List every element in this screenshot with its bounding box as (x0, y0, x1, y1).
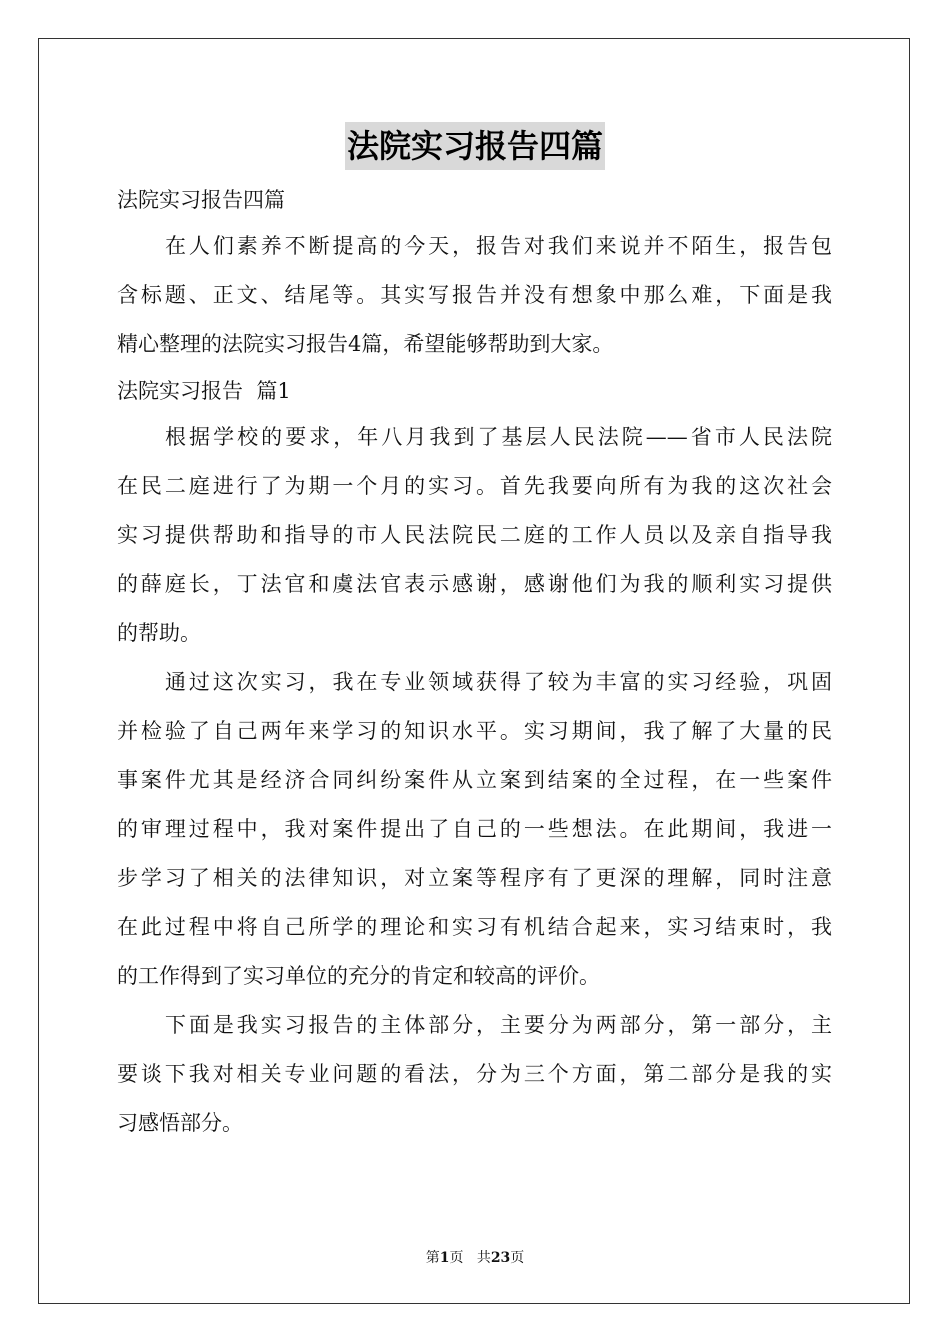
paragraph-line: 在人们素养不断提高的今天，报告对我们来说并不陌生，报告包 (165, 234, 832, 258)
paragraph-line: 含标题、正文、结尾等。其实写报告并没有想象中那么难，下面是我 (117, 283, 832, 307)
paragraph-line: 的薛庭长，丁法官和虞法官表示感谢，感谢他们为我的顺利实习提供 (117, 572, 832, 596)
paragraph-line: 事案件尤其是经济合同纠纷案件从立案到结案的全过程，在一些案件 (117, 768, 832, 792)
title-container (0, 122, 950, 170)
section-heading: 法院实习报告 篇1 (117, 379, 291, 403)
paragraph-line: 下面是我实习报告的主体部分，主要分为两部分，第一部分，主 (165, 1013, 832, 1037)
intro-paragraph (117, 222, 832, 369)
paragraph-2 (117, 658, 832, 1001)
document-subtitle: 法院实习报告四篇 (117, 188, 285, 212)
paragraph-line: 的审理过程中，我对案件提出了自己的一些想法。在此期间，我进一 (117, 817, 832, 841)
paragraph-line: 精心整理的法院实习报告4篇，希望能够帮助到大家。 (117, 332, 614, 356)
paragraph-line: 在民二庭进行了为期一个月的实习。首先我要向所有为我的这次社会 (117, 474, 832, 498)
document-title: 法院实习报告四篇 (345, 122, 605, 170)
paragraph-line: 的帮助。 (117, 621, 201, 645)
paragraph-line: 的工作得到了实习单位的充分的肯定和较高的评价。 (117, 964, 600, 988)
paragraph-1 (117, 413, 832, 658)
paragraph-3 (117, 1001, 832, 1148)
page-prefix: 第 (425, 1250, 440, 1266)
total-prefix: 共 (476, 1250, 491, 1266)
page-number: 1 (439, 1250, 450, 1266)
total-pages: 23 (490, 1250, 511, 1266)
document-body (117, 178, 832, 1148)
total-suffix: 页 (510, 1250, 525, 1266)
paragraph-line: 要谈下我对相关专业问题的看法，分为三个方面，第二部分是我的实 (117, 1062, 832, 1086)
page-suffix: 页 (449, 1250, 464, 1266)
page-footer (0, 1247, 950, 1267)
paragraph-line: 并检验了自己两年来学习的知识水平。实习期间，我了解了大量的民 (117, 719, 832, 743)
paragraph-line: 在此过程中将自己所学的理论和实习有机结合起来，实习结束时，我 (117, 915, 832, 939)
paragraph-line: 步学习了相关的法律知识，对立案等程序有了更深的理解，同时注意 (117, 866, 832, 890)
paragraph-line: 根据学校的要求，年八月我到了基层人民法院——省市人民法院 (165, 425, 832, 449)
paragraph-line: 实习提供帮助和指导的市人民法院民二庭的工作人员以及亲自指导我 (117, 523, 832, 547)
paragraph-line: 通过这次实习，我在专业领域获得了较为丰富的实习经验，巩固 (165, 670, 832, 694)
paragraph-line: 习感悟部分。 (117, 1111, 243, 1135)
